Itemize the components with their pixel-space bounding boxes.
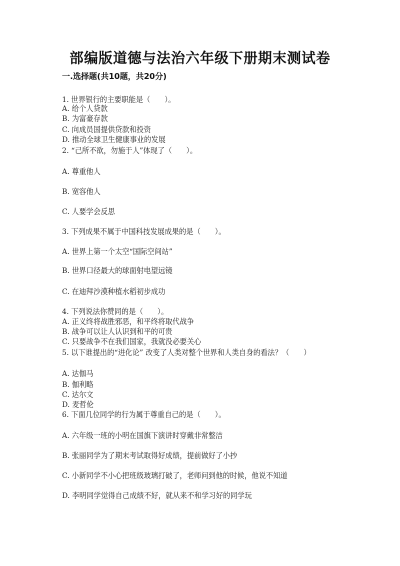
option-5a: A. 达伽马 — [62, 369, 94, 378]
option-3b: B. 世界口径最大的球面射电望远镜 — [62, 266, 173, 275]
page-title: 部编版道德与法治六年级下册期末测试卷 — [69, 51, 331, 67]
question-2: 2. “己所不欲，勿施于人”体现了（ ）。 — [62, 146, 198, 155]
question-5: 5. 以下谁提出的“进化论” 改变了人类对整个世界和人类自身的看法？（ ） — [62, 348, 311, 357]
question-6: 6. 下面几位同学的行为属于尊重自己的是（ ）。 — [62, 410, 226, 419]
option-6d: D. 李明同学觉得自己成绩不好，就从来不和学习好的同学玩 — [62, 491, 252, 500]
option-1d: D. 推动全球卫生健康事业的发展 — [62, 135, 166, 144]
section-heading: 一.选择题(共10题，共20分) — [62, 72, 167, 81]
option-1c: C. 向成员国提供贷款和投资 — [62, 125, 151, 134]
option-2b: B. 宽容他人 — [62, 187, 101, 196]
option-4c: C. 只要战争不在我们国家，我就没必要关心 — [62, 337, 202, 346]
option-5b: B. 伽利略 — [62, 380, 94, 389]
option-5d: D. 麦哲伦 — [62, 400, 94, 409]
option-4b: B. 战争可以让人认识到和平的可贵 — [62, 327, 173, 336]
question-1: 1. 世界银行的主要职能是（ ）。 — [62, 95, 176, 104]
option-6b: B. 张丽同学为了期末考试取得好成绩，提前做好了小抄 — [62, 451, 238, 460]
option-3a: A. 世界上第一个太空“国际空间站” — [62, 247, 173, 256]
option-4a: A. 正义终将战胜邪恶，和平终将取代战争 — [62, 317, 194, 326]
option-1a: A. 给个人贷款 — [62, 104, 108, 113]
option-1b: B. 为富豪存款 — [62, 114, 108, 123]
option-2a: A. 尊重他人 — [62, 167, 101, 176]
question-3: 3. 下列成果不属于中国科技发展成果的是（ ）。 — [62, 227, 226, 236]
option-3c: C. 在迪拜沙漠种植水稻初步成功 — [62, 287, 166, 296]
option-6a: A. 六年级一班的小明在国旗下演讲时穿戴非常整洁 — [62, 431, 223, 440]
option-6c: C. 小新同学不小心把班级玻璃打破了，老师问到他的时候，他说不知道 — [62, 471, 288, 480]
option-5c: C. 达尔文 — [62, 390, 94, 399]
question-4: 4. 下列说法你赞同的是（ ）。 — [62, 307, 169, 316]
option-2c: C. 人要学会反思 — [62, 207, 115, 216]
